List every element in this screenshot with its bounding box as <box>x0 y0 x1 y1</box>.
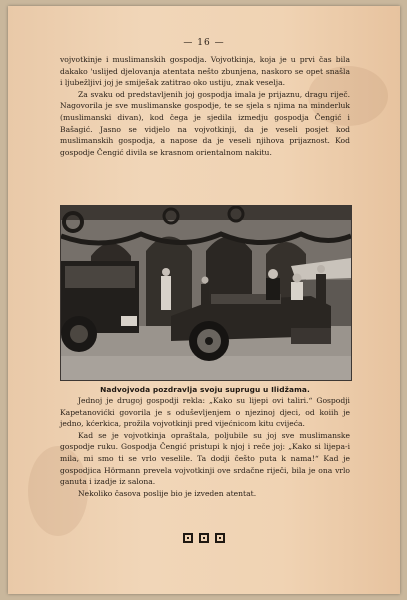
photo-caption: Nadvojvoda pozdravlja svoju suprugu u Ilidžama. <box>100 385 310 394</box>
photo-illustration <box>61 206 351 380</box>
paragraph: Jednoj je drugoj gospodji rekla: „Kako su lijepi ovi taliri.“ Gospodji Kapetanovićki govorila je s oduševljenjem o njezinoj djeci, od koiih je jedno, kćerkica, prožila vojvotkinji pred vijećnicom kitu cvijeća. <box>60 396 350 429</box>
square-icon <box>199 533 209 543</box>
square-icon <box>183 533 193 543</box>
book-page <box>8 6 400 594</box>
paragraph: Nekoliko časova poslije bio je izveden atentat. <box>78 488 257 498</box>
paragraph: Kad se je vojvotkinja opraštala, poljubile su joj sve muslimanske gospodje ruku. Gospodja Čengić pristupi k njoj i reče joj: „Kako si lijepa-i mila, mi smo ti se vrlo veselile. Ta dodji češto puta k nama!“ Kad je gospodjica Hörmann prevela vojvotkinji ove srdačne riječi, bila je ona vrlo ganuta i izadje iz salona. <box>60 430 350 487</box>
photograph <box>60 205 352 381</box>
square-icon <box>215 533 225 543</box>
paragraph: Za svaku od predstavljenih joj gospodja imala je prijaznu, dragu riječ. Nagovorila je sve muslimanske gospodje, te se sjela s njima na minderluk (muslimanski divan), kod čega je sjedila izmedju gospodja Čengić i Bašagić. Jasno se vidjelo na vojvotkinji, da je veseli posjet kod muslimanskih gospodja, a napose da je veseli njihova prijaznost. Kod gospodje Čengić divila se krasnom orientalnom nakitu. <box>60 89 350 157</box>
page-number: — 16 — <box>183 38 225 48</box>
text-block-bottom <box>60 395 350 499</box>
ornament-squares-icon <box>8 533 400 546</box>
text-block-top <box>60 54 350 158</box>
paragraph: vojvotkinje i muslimanskih gospodja. Vojvotkinja, koja je u prvi čas bila dakako 'uslijed djelovanja atentata nešto zbunjena, naskoro se opet snašla i ljubežljivi joj je smiješak zatitrao oko ustiju, znak veselja. <box>60 55 350 88</box>
